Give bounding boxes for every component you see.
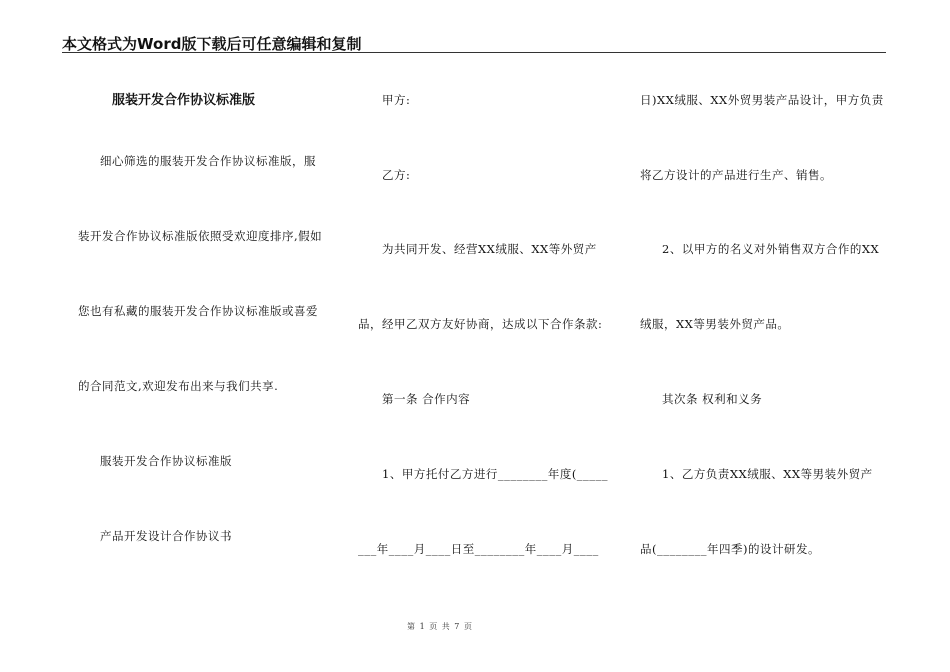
header-divider xyxy=(62,52,886,53)
col1-line-4: 的合同范文,欢迎发布出来与我们共享. xyxy=(78,379,279,393)
page-header: 本文格式为Word版下载后可任意编辑和复制 xyxy=(62,35,362,53)
col1-line-5: 服装开发合作协议标准版 xyxy=(100,454,232,468)
col1-line-1: 细心筛选的服装开发合作协议标准版，服 xyxy=(100,154,316,168)
page-number: 第 1 页 共 7 页 xyxy=(407,622,473,631)
col1-line-6: 产品开发设计合作协议书 xyxy=(100,529,232,543)
col1-line-3: 您也有私藏的服装开发合作协议标准版或喜爱 xyxy=(78,304,318,318)
col3-line-2: 将乙方设计的产品进行生产、销售。 xyxy=(640,168,832,182)
col2-line-4: 品，经甲乙双方友好协商，达成以下合作条款: xyxy=(358,317,603,331)
col2-line-7: ___年____月____日至________年____月____ xyxy=(358,542,599,556)
col2-line-1: 甲方: xyxy=(382,93,411,107)
col3-line-5: 其次条 权利和义务 xyxy=(662,392,763,406)
col2-line-3: 为共同开发、经营XX绒服、XX等外贸产 xyxy=(382,242,597,256)
col3-line-4: 绒服，XX等男装外贸产品。 xyxy=(640,317,790,331)
col3-line-1: 日)XX绒服、XX外贸男装产品设计，甲方负责 xyxy=(640,93,884,107)
col2-line-5: 第一条 合作内容 xyxy=(382,392,471,406)
col3-line-3: 2、以甲方的名义对外销售双方合作的XX xyxy=(662,242,880,256)
document-title: 服装开发合作协议标准版 xyxy=(112,93,256,108)
col2-line-2: 乙方: xyxy=(382,168,411,182)
col2-line-6: 1、甲方托付乙方进行________年度(_____ xyxy=(382,467,609,481)
col3-line-6: 1、乙方负责XX绒服、XX等男装外贸产 xyxy=(662,467,873,481)
col3-line-7: 品(________年四季)的设计研发。 xyxy=(640,542,820,556)
col1-line-2: 装开发合作协议标准版依照受欢迎度排序,假如 xyxy=(78,229,323,243)
